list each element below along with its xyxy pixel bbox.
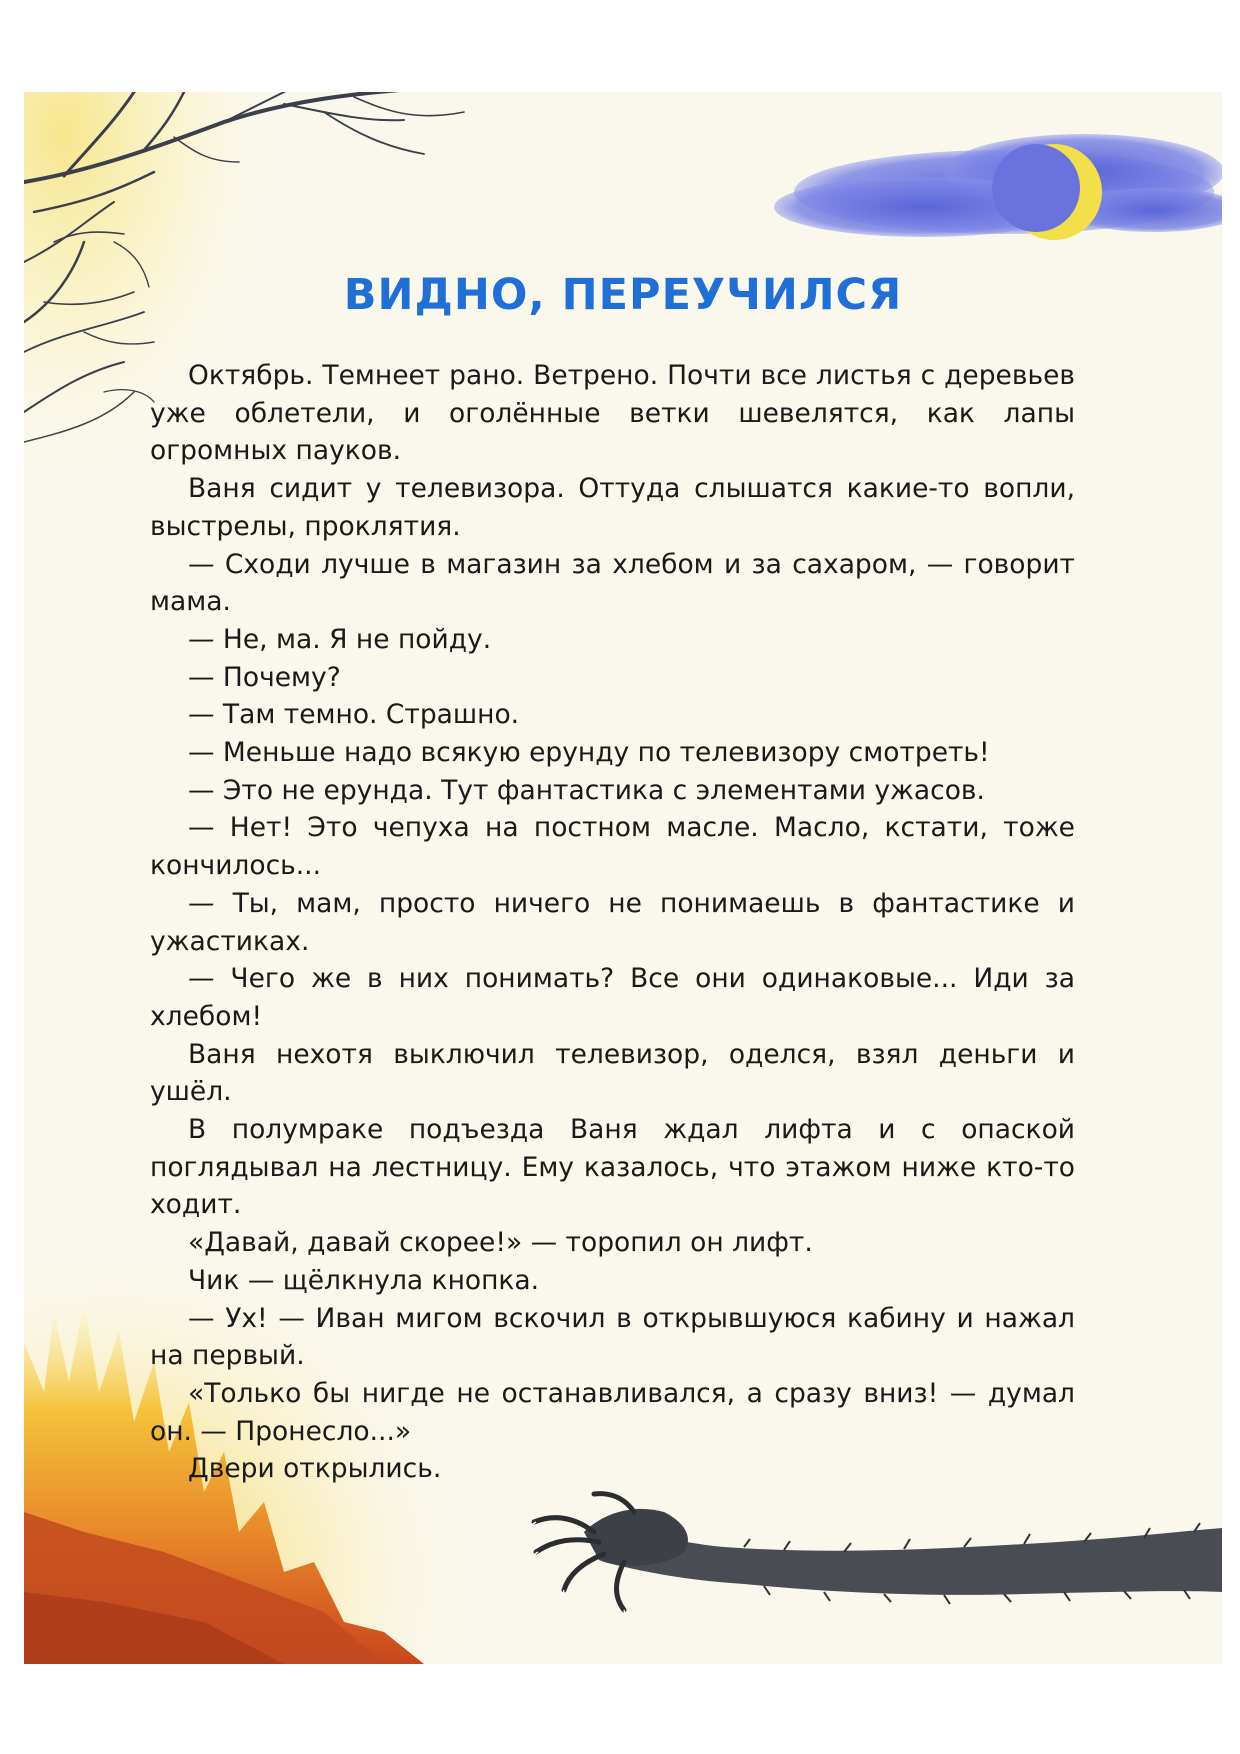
story-paragraph: — Чего же в них понимать? Все они одинаковые... Иди за хлебом! — [150, 963, 1075, 1032]
story-paragraph: Ваня нехотя выключил телевизор, оделся, взял деньги и ушёл. — [150, 1038, 1075, 1108]
monster-arm-illustration — [530, 1494, 1222, 1617]
story-text — [150, 357, 1075, 1488]
story-paragraph: — Почему? — [188, 661, 341, 693]
story-paragraph: Двери открылись. — [188, 1453, 442, 1485]
story-paragraph: — Сходи лучше в магазин за хлебом и за сахаром, — говорит мама. — [150, 548, 1075, 618]
story-paragraph: — Нет! Это чепуха на постном масле. Масло, кстати, тоже кончилось... — [150, 812, 1075, 882]
story-paragraph: — Меньше надо всякую ерунду по телевизору смотреть! — [188, 737, 990, 769]
story-paragraph: — Ух! — Иван мигом вскочил в открывшуюся кабину и нажал на первый. — [150, 1302, 1075, 1372]
story-paragraph: — Это не ерунда. Тут фантастика с элементами ужасов. — [188, 774, 985, 806]
book-page — [24, 92, 1222, 1664]
story-paragraph: Ваня сидит у телевизора. Оттуда слышатся какие-то вопли, выстрелы, проклятия. — [150, 473, 1075, 542]
story-paragraph: Чик — щёлкнула кнопка. — [188, 1264, 540, 1296]
story-paragraph: В полумраке подъезда Ваня ждал лифта и с опаской поглядывал на лестницу. Ему казалось, что этажом ниже кто-то ходит. — [150, 1114, 1075, 1221]
story-paragraph: «Давай, давай скорее!» — торопил он лифт. — [188, 1227, 813, 1259]
story-paragraph: — Там темно. Страшно. — [188, 699, 520, 731]
story-paragraph: — Не, ма. Я не пойду. — [188, 623, 492, 655]
story-title: ВИДНО, ПЕРЕУЧИЛСЯ — [343, 270, 903, 320]
story-paragraph: — Ты, мам, просто ничего не понимаешь в фантастике и ужастиках. — [150, 887, 1075, 957]
story-paragraph: «Только бы нигде не останавливался, а сразу вниз! — думал он. — Пронесло...» — [150, 1377, 1075, 1447]
story-paragraph: Октябрь. Темнеет рано. Ветрено. Почти все листья с деревьев уже облетели, и оголённые ветки шевелятся, как лапы огромных пауков. — [150, 360, 1075, 467]
